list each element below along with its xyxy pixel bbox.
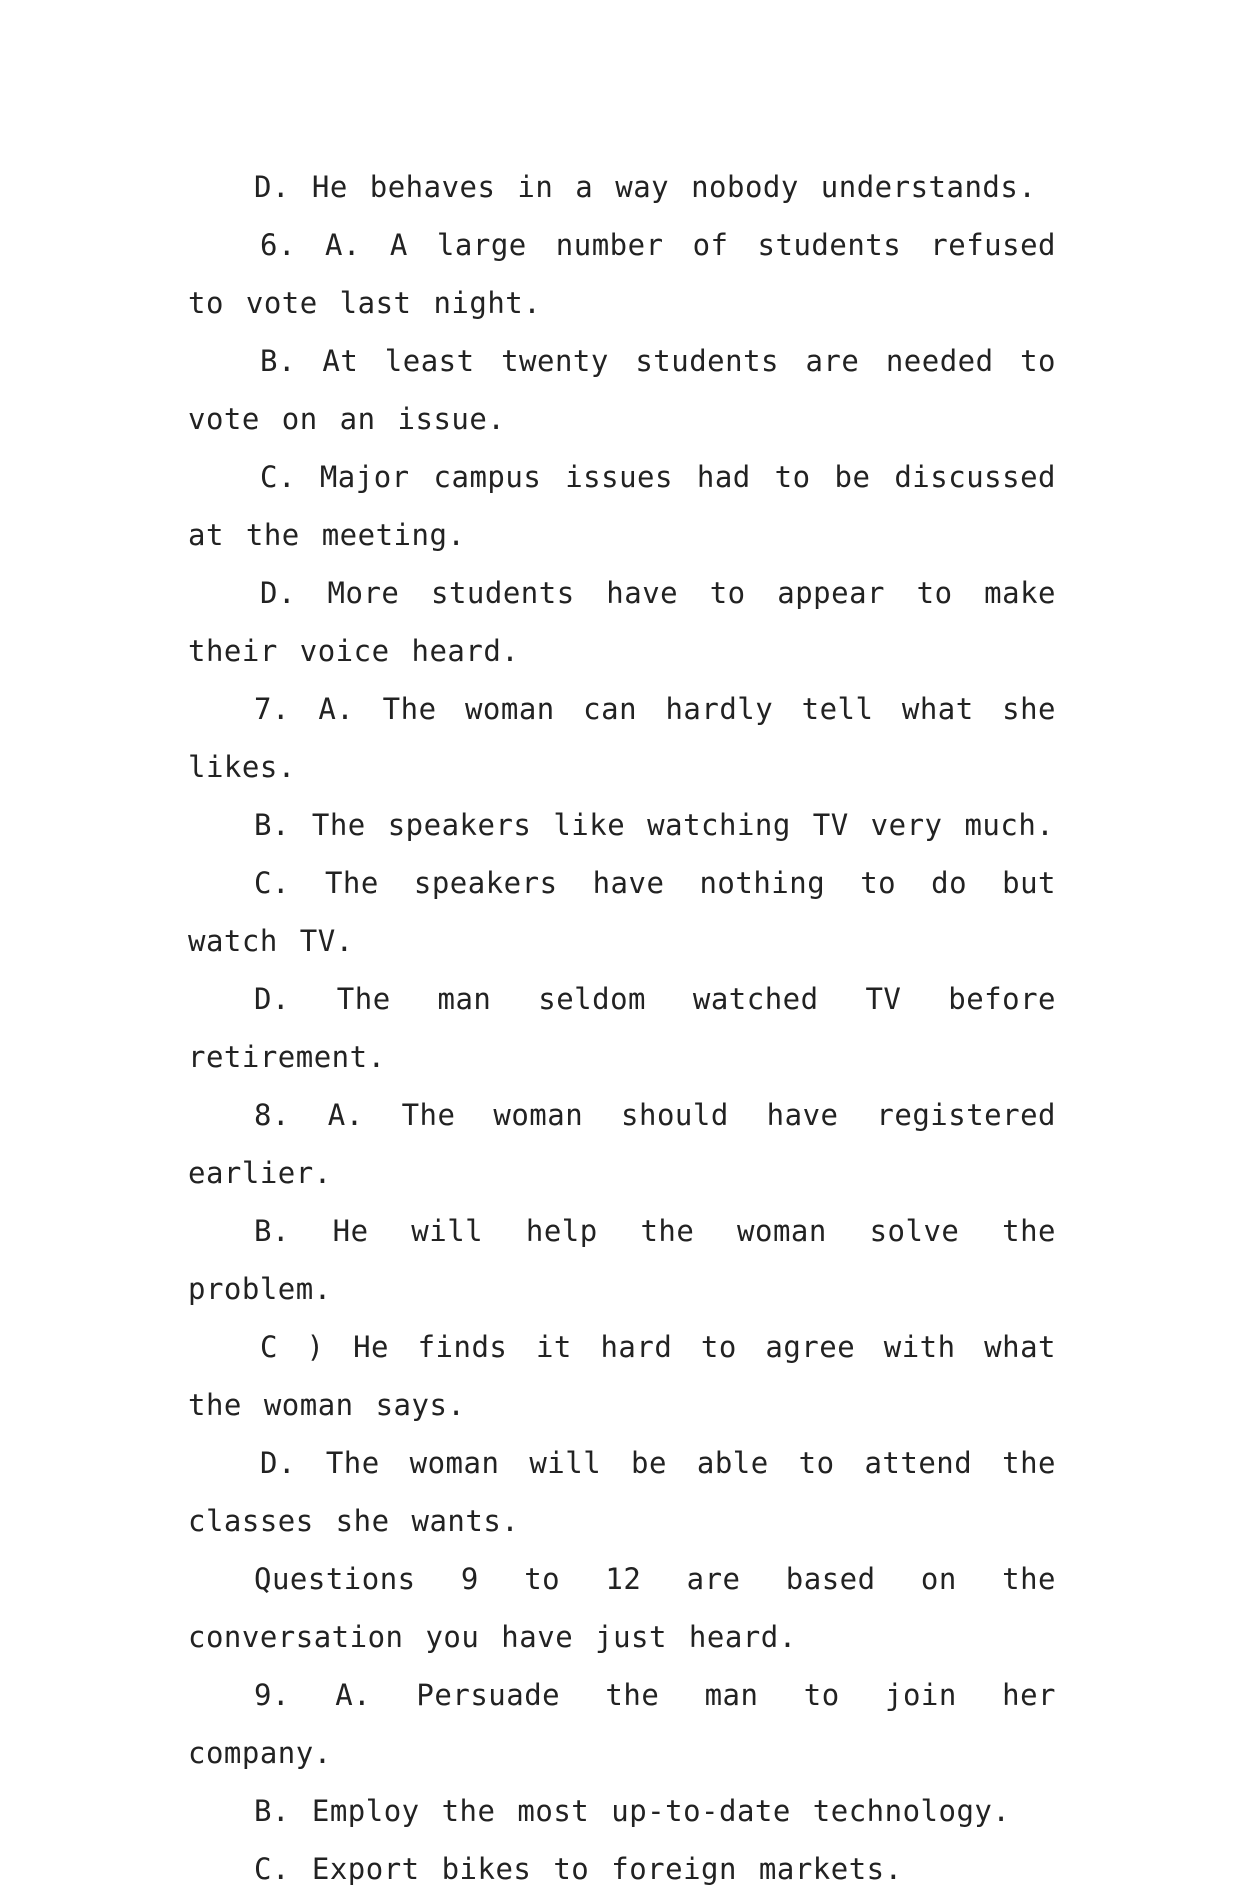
question-8-option-d: D. The woman will be able to attend the classes she wants.	[188, 1446, 1056, 1538]
question-7-option-a: 7. A. The woman can hardly tell what she likes.	[188, 692, 1056, 784]
question-8-option-b: B. He will help the woman solve the problem.	[188, 1214, 1056, 1306]
question-8-option-c: C ) He finds it hard to agree with what the woman says.	[188, 1330, 1056, 1422]
option-5d: D. He behaves in a way nobody understands.	[254, 170, 1037, 204]
question-9-option-a: 9. A. Persuade the man to join her company.	[188, 1678, 1056, 1770]
document-body	[188, 158, 1056, 1898]
question-6-option-c: C. Major campus issues had to be discussed at the meeting.	[188, 460, 1056, 552]
question-7-option-b: B. The speakers like watching TV very much.	[254, 808, 1055, 842]
question-8-option-a: 8. A. The woman should have registered earlier.	[188, 1098, 1056, 1190]
question-6-option-b: B. At least twenty students are needed to vote on an issue.	[188, 344, 1056, 436]
section-instruction: Questions 9 to 12 are based on the conversation you have just heard.	[188, 1562, 1056, 1654]
question-7-option-c: C. The speakers have nothing to do but watch TV.	[188, 866, 1056, 958]
question-9-option-b: B. Employ the most up-to-date technology.	[254, 1794, 1011, 1828]
question-9-option-c: C. Export bikes to foreign markets.	[254, 1852, 903, 1886]
question-7-option-d: D. The man seldom watched TV before retirement.	[188, 982, 1056, 1074]
question-6-option-a: 6. A. A large number of students refused to vote last night.	[188, 228, 1056, 320]
question-6-option-d: D. More students have to appear to make their voice heard.	[188, 576, 1056, 668]
